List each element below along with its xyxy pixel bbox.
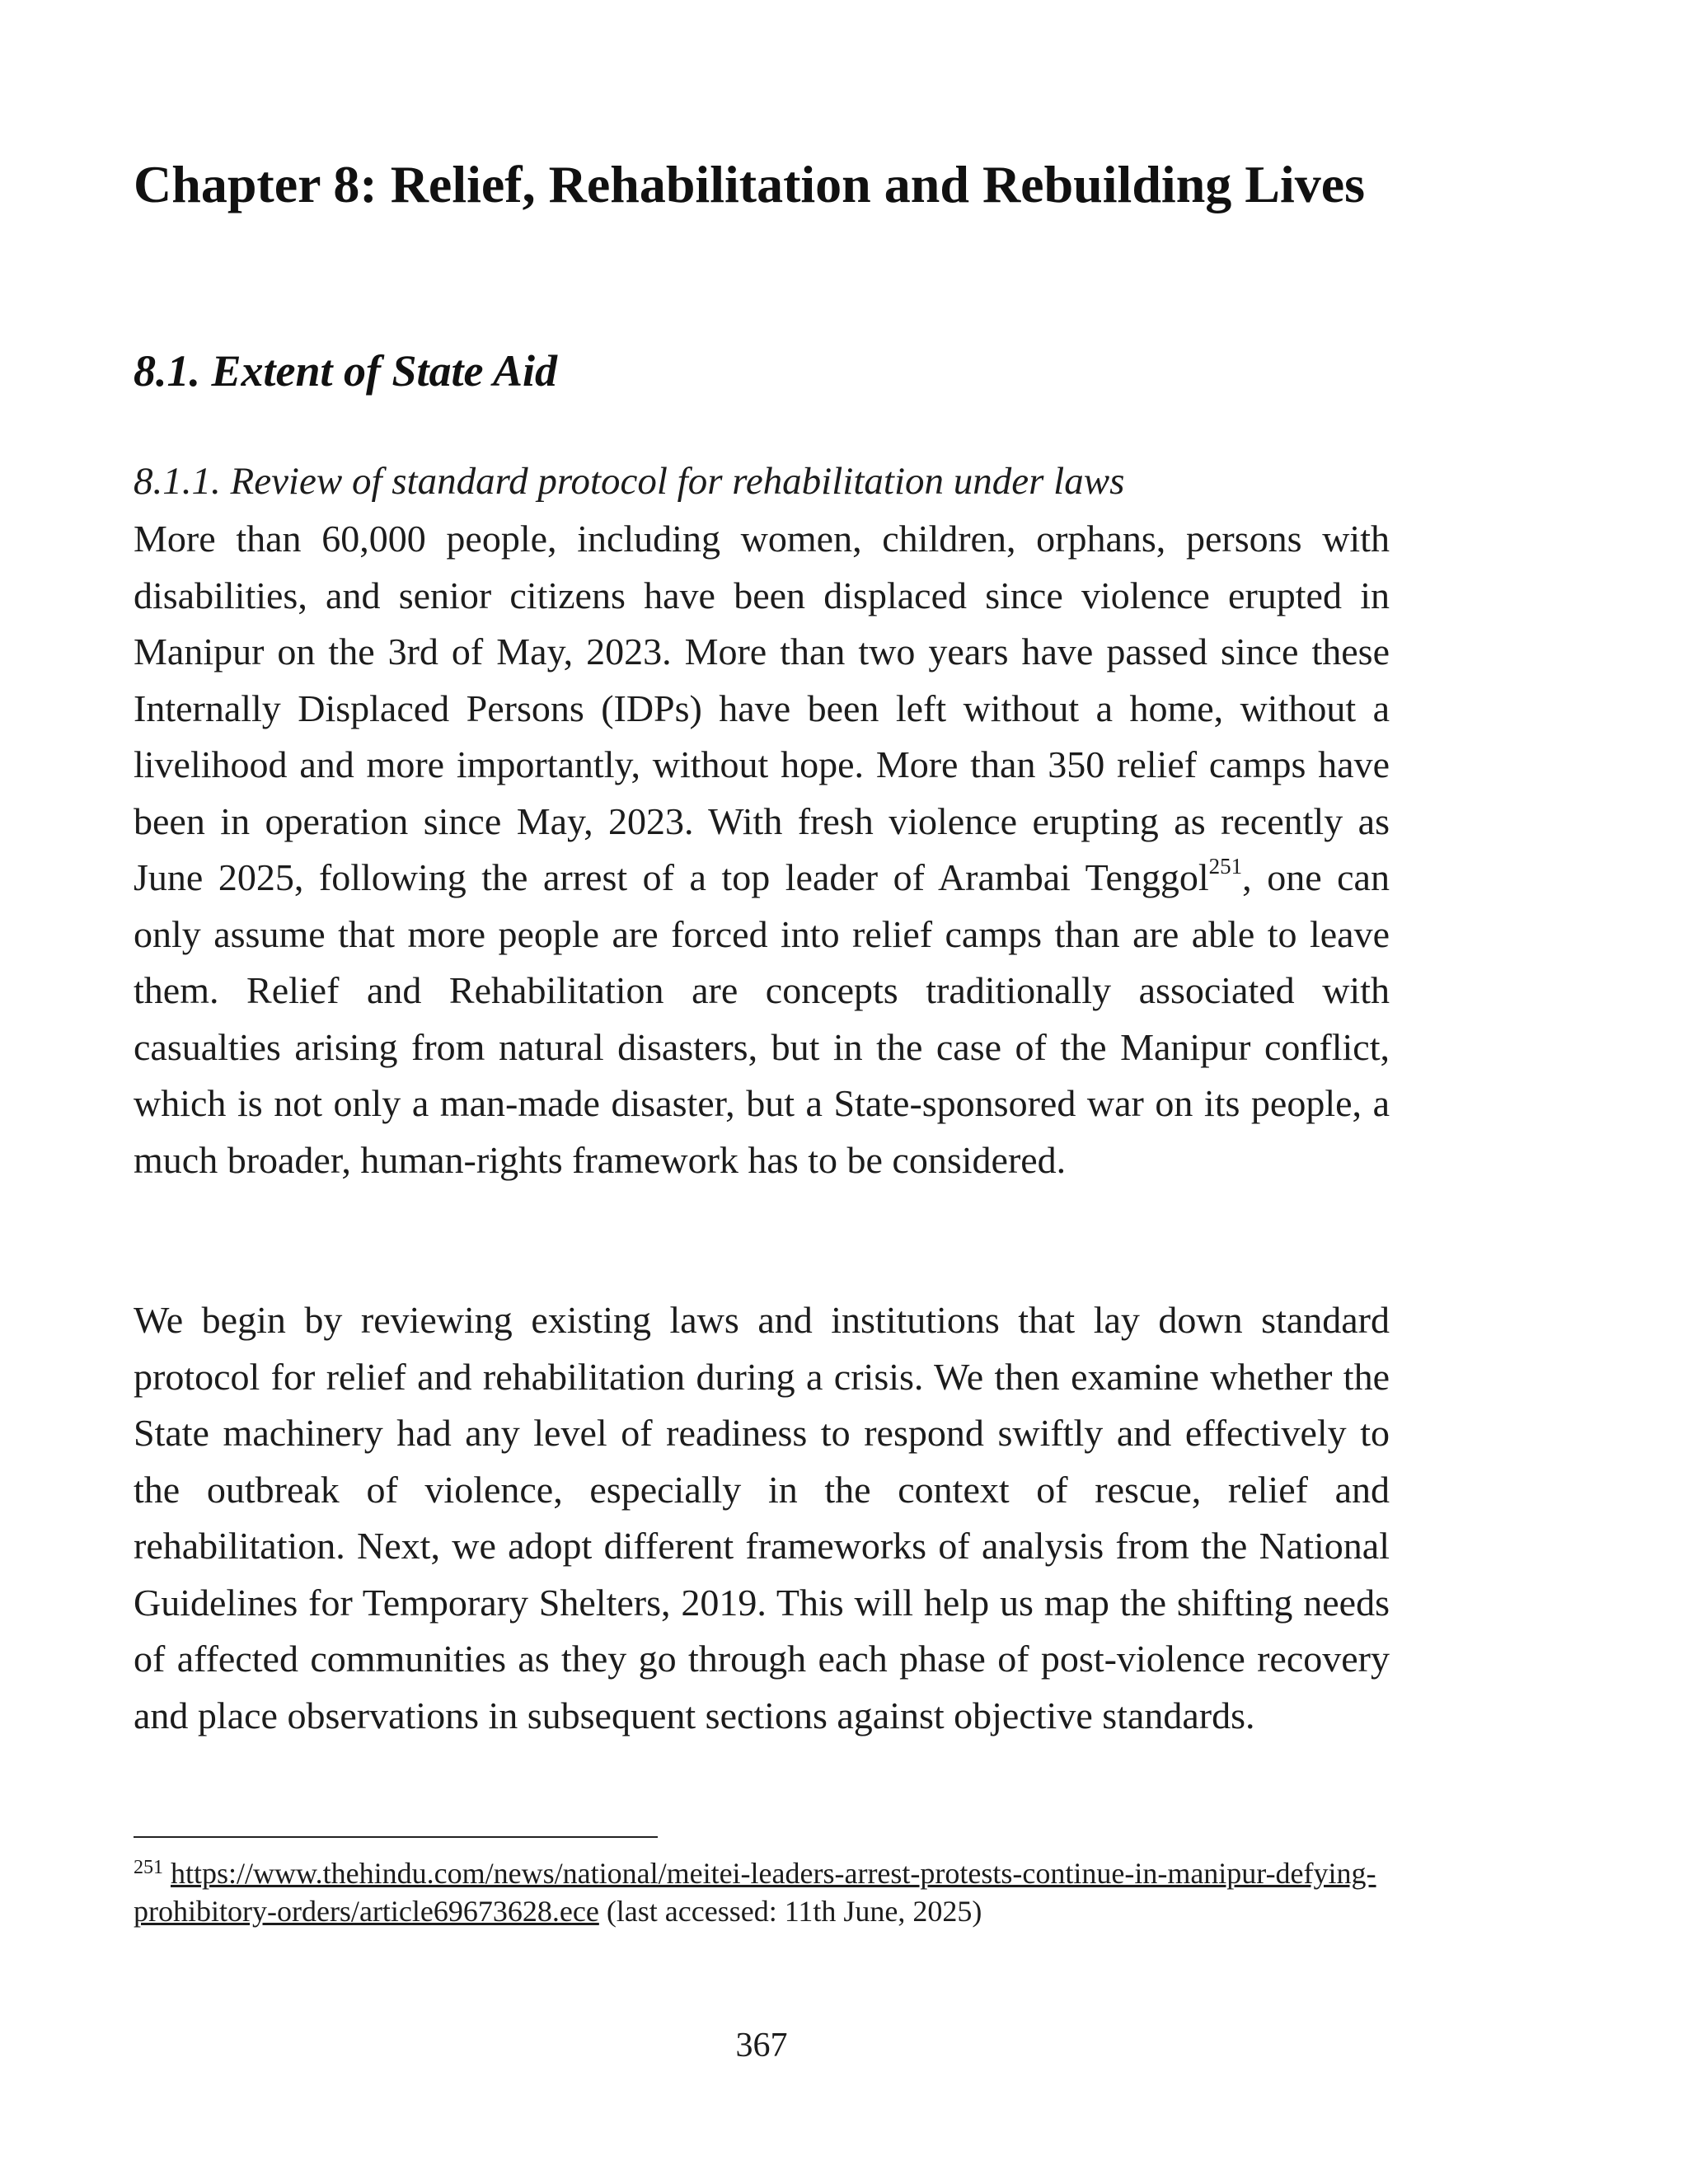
footnote-reference[interactable]: 251 — [1208, 854, 1243, 879]
footnote — [134, 1854, 1390, 1930]
footnote-link[interactable]: https://www.thehindu.com/news/national/meitei-leaders-arrest-protests-continue-in-manipur-defying-prohibitory-orders/article69673628.ece — [134, 1857, 1376, 1928]
subsection-title: 8.1.1. Review of standard protocol for rehabilitation under laws — [134, 460, 1125, 503]
footnote-divider — [134, 1836, 658, 1838]
paragraph-1-text-end: , one can only assume that more people are forced into relief camps than are able to leave them. Relief and Rehabilitation are concepts traditionally associated with casualties arising from natural disasters, but in the case of the Manipur conflict, which is not only a man-made disaster, but a State-sponsored war on its people, a much broader, human-rights framework has to be considered. — [134, 856, 1390, 1181]
page-number: 367 — [735, 2027, 788, 2064]
paragraph-1-text-start: More than 60,000 people, including women, children, orphans, persons with disabilities, and senior citizens have been displaced since violence erupted in Manipur on the 3rd of May, 2023. More than two years have passed since these Internally Displaced Persons (IDPs) have been left without a home, without a livelihood and more importantly, without hope. More than 350 relief camps have been in operation since May, 2023. With fresh violence erupting as recently as June 2025, following the arrest of a top leader of Arambai Tenggol — [134, 518, 1390, 898]
footnote-note: (last accessed: 11th June, 2025) — [598, 1895, 982, 1928]
chapter-title: Chapter 8: Relief, Rehabilitation and Rebuilding Lives — [134, 155, 1366, 213]
body-paragraph-1 — [134, 511, 1390, 1188]
footnote-number: 251 — [134, 1857, 163, 1878]
body-paragraph-2: We begin by reviewing existing laws and institutions that lay down standard protocol for relief and rehabilitation during a crisis. We then examine whether the State machinery had any level of readiness to respond swiftly and effectively to the outbreak of violence, especially in the context of rescue, relief and rehabilitation. Next, we adopt different frameworks of analysis from the National Guidelines for Temporary Shelters, 2019. This will help us map the shifting needs of affected communities as they go through each phase of post-violence recovery and place observations in subsequent sections against objective standards. — [134, 1299, 1390, 1736]
section-title: 8.1. Extent of State Aid — [134, 346, 558, 396]
